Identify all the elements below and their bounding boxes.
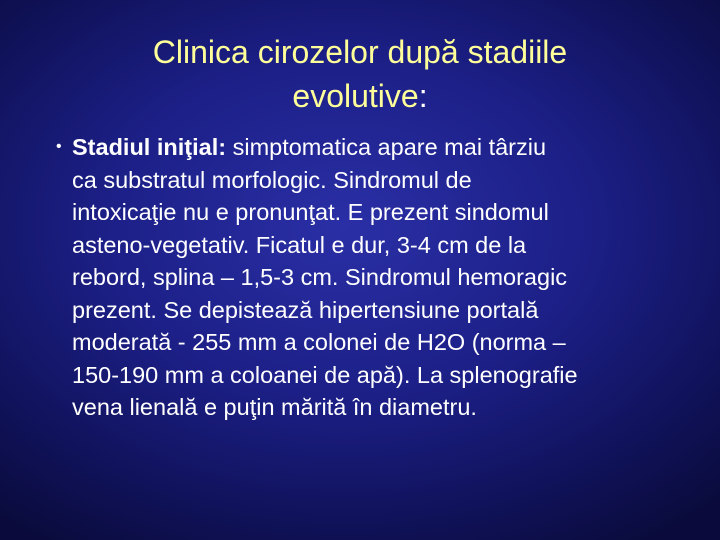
title-colon: : [418,78,428,114]
stage-heading: Stadiul iniţial: [72,134,227,160]
bullet-icon: • [56,138,62,155]
paragraph-line-1 [72,131,696,164]
paragraph-line-1-rest: simptomatica apare mai târziu [226,134,547,160]
paragraph-line: asteno-vegetativ. Ficatul e dur, 3-4 cm de la [72,231,527,258]
title-line-2-text: evolutive [292,78,419,114]
paragraph-line: rebord, splina – 1,5-3 cm. Sindromul hemoragic [72,264,568,290]
paragraph-line: ca substratul morfologic. Sindromul de [72,166,472,193]
bullet-paragraph [56,131,696,424]
title-line-2 [40,74,680,118]
paragraph-line: prezent. Se depistează hipertensiune portală [72,296,539,323]
slide-body [56,131,696,424]
paragraph-line: vena lienală e puţin mărită în diametru. [72,394,477,420]
paragraph-line: intoxicaţie nu e pronunţat. E prezent sindomul [72,199,549,225]
slide-title [40,30,680,118]
paragraph-line: moderată - 255 mm a colonei de H2O (norma – [72,329,566,355]
title-line-1: Clinica cirozelor după stadiile [152,34,568,70]
paragraph-line: 150-190 mm a coloanei de apă). La splenografie [72,361,578,388]
